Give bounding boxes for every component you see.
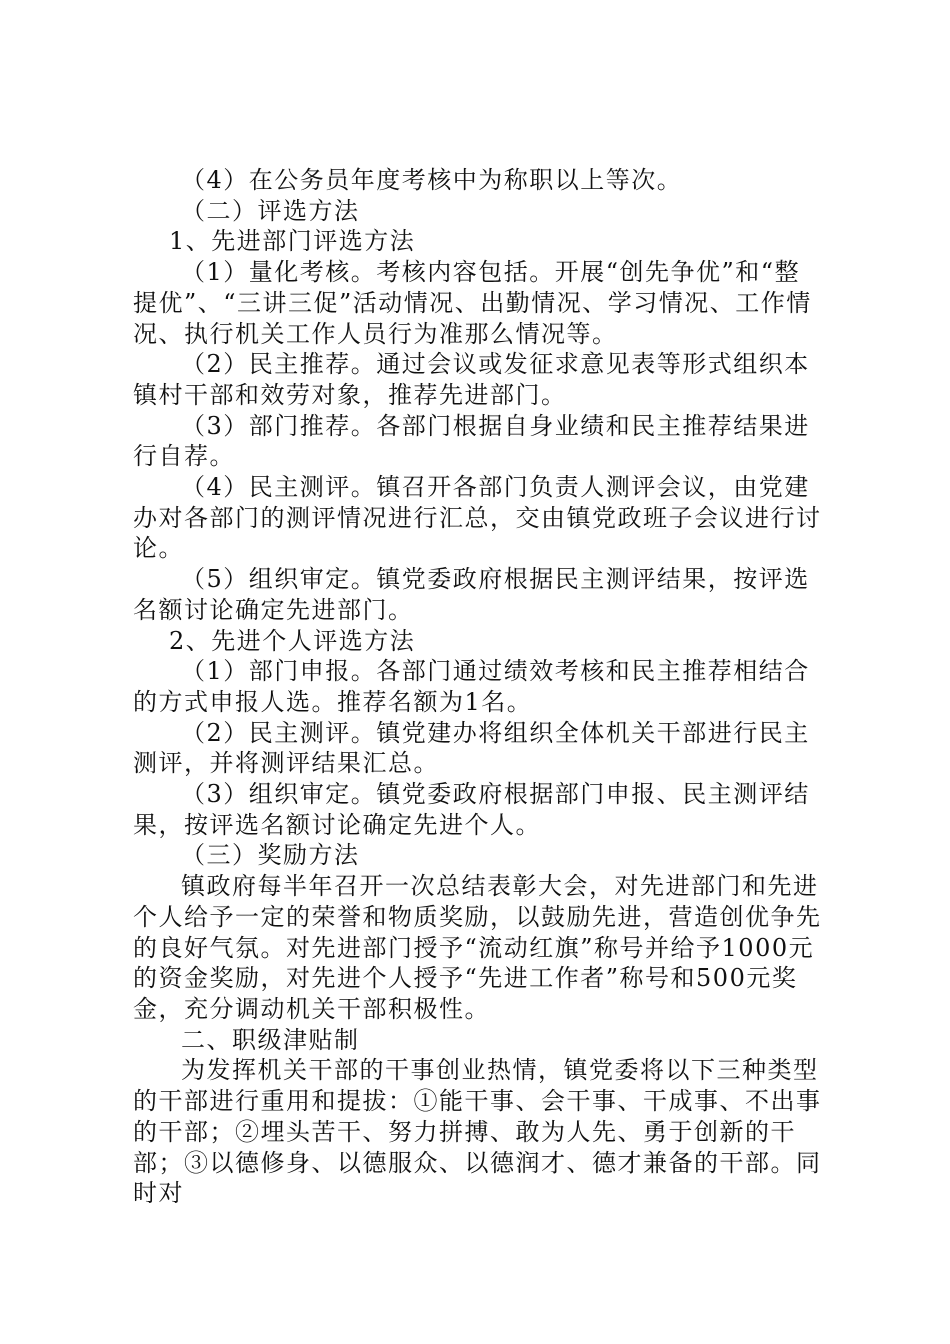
section-heading: （三）奖励方法 [181, 841, 360, 870]
paragraph: 为发挥机关干部的干事创业热情，镇党委将以下三种类型的干部进行重用和提拔：①能干事、会干事、干成事、不出事的干部；②埋头苦干、努力拼搏、敢为人先、勇于创新的干部；③以德修身、以德服众、以德润才、德才兼备的干部。同时对 [133, 1056, 822, 1208]
paragraph: （3）部门推荐。各部门根据自身业绩和民主推荐结果进行自荐。 [133, 411, 810, 471]
paragraph: （2）民主推荐。通过会议或发征求意见表等形式组织本镇村干部和效劳对象，推荐先进部门。 [133, 350, 810, 409]
section-heading: 二、职级津贴制 [181, 1025, 360, 1054]
paragraph: 镇政府每半年召开一次总结表彰大会，对先进部门和先进个人给予一定的荣誉和物质奖励，以鼓励先进，营造创优争先的良好气氛。对先进部门授予“流动红旗”称号并给予1000元的资金奖励，对先进个人授予“先进工作者”称号和500元奖金，充分调动机关干部积极性。 [133, 872, 822, 1023]
paragraph: （3）组织审定。镇党委政府根据部门申报、民主测评结果，按评选名额讨论确定先进个人。 [133, 780, 810, 839]
paragraph: （2）民主测评。镇党建办将组织全体机关干部进行民主测评，并将测评结果汇总。 [133, 718, 810, 778]
paragraph: （1）部门申报。各部门通过绩效考核和民主推荐相结合的方式申报人选。推荐名额为1名。 [133, 657, 810, 716]
paragraph: （4）民主测评。镇召开各部门负责人测评会议，由党建办对各部门的测评情况进行汇总，交由镇党政班子会议进行讨论。 [133, 473, 822, 563]
paragraph: （1）量化考核。考核内容包括。开展“创先争优”和“整提优”、“三讲三促”活动情况、出勤情况、学习情况、工作情况、执行机关工作人员行为准那么情况等。 [133, 258, 812, 348]
document-body [133, 165, 823, 1209]
paragraph: （5）组织审定。镇党委政府根据民主测评结果，按评选名额讨论确定先进部门。 [133, 565, 810, 624]
subsection-heading: 1、先进部门评选方法 [169, 227, 416, 256]
paragraph: （4）在公务员年度考核中为称职以上等次。 [181, 166, 683, 194]
section-heading: （二）评选方法 [181, 196, 360, 225]
subsection-heading: 2、先进个人评选方法 [169, 626, 416, 655]
